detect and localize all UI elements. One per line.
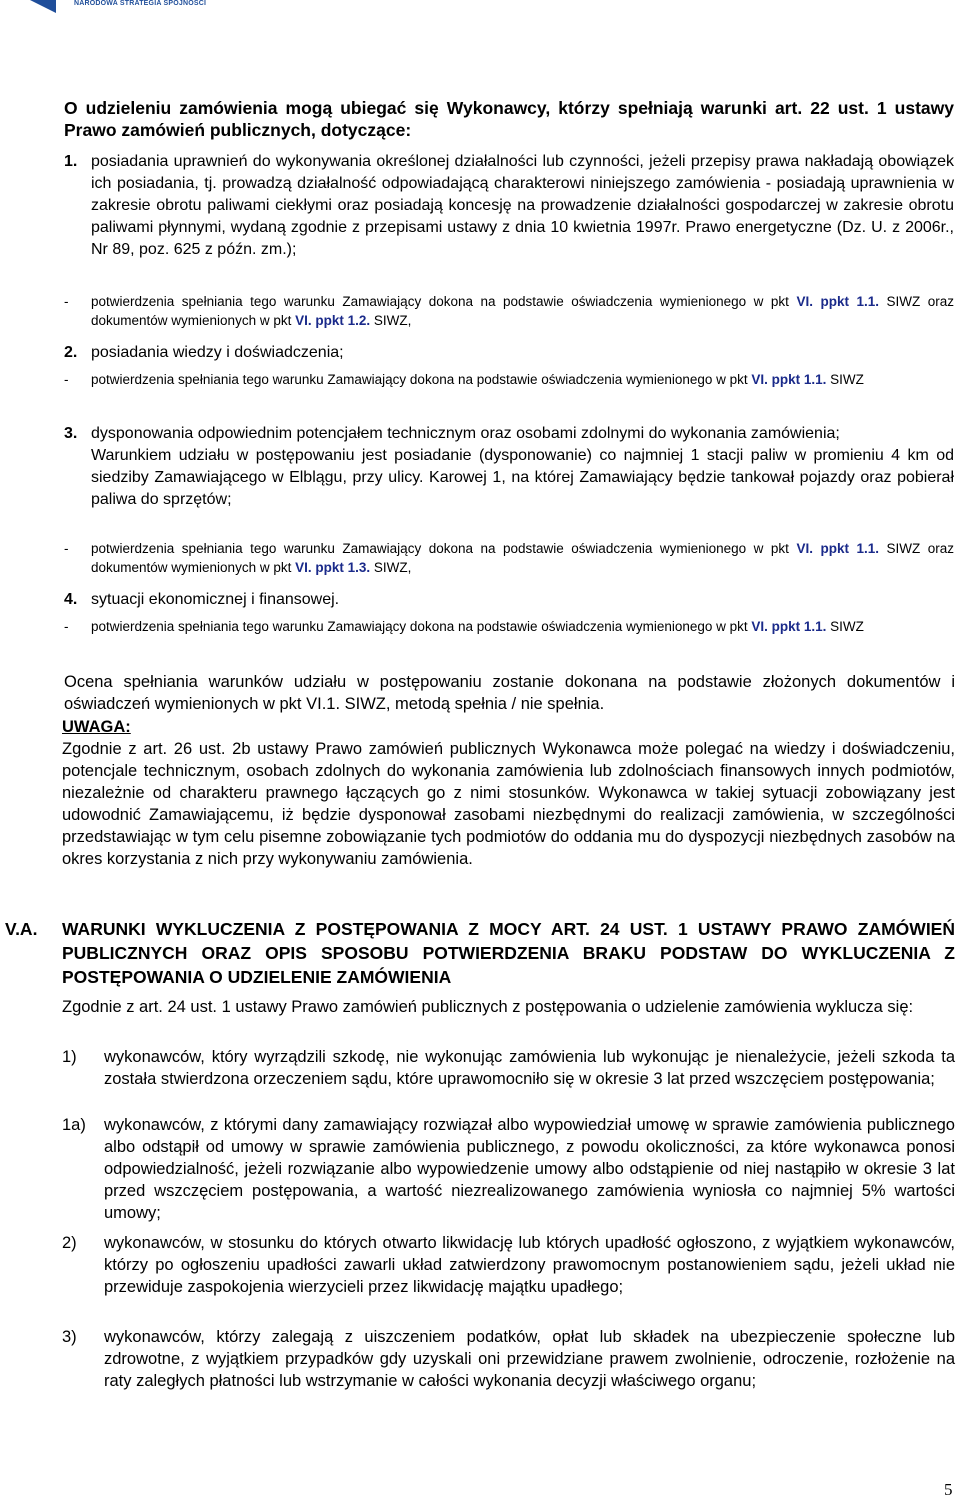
exclusion-label: 1a) — [62, 1116, 86, 1134]
exclusion-label: 1) — [62, 1048, 77, 1066]
section-intro: Zgodnie z art. 24 ust. 1 ustawy Prawo zamówień publicznych z postępowania o udzielenie zamówienia wyklucza się: — [62, 998, 914, 1016]
proof-ref: VI. ppkt 1.2. — [295, 313, 371, 328]
note-paragraph: Zgodnie z art. 26 ust. 2b ustawy Prawo zamówień publicznych Wykonawca może polegać na wiedzy i doświadczeniu, potencjale technicznym, osobach zdolnych do wykonania zamówienia lub zdolnościach finansowych innych podmiotów, niezależnie od charakteru prawnego łączących go z nimi stosunków. Wykonawca w takiej sytuacji zobowiązany jest udowodnić Zamawiającemu, iż będzie dysponował zasobami niezbędnymi do realizacji zamówienia, w szczególności przedstawiając w tym celu pisemne zobowiązanie tych podmiotów do oddania mu do dyspozycji niezbędnych zasobów na okres korzystania z nich przy wykonywaniu zamówienia. — [62, 740, 955, 868]
proof-tail: SIWZ — [826, 372, 864, 387]
condition-2-proof — [64, 370, 954, 389]
proof-text — [91, 539, 954, 577]
proof-ref: VI. ppkt 1.1. — [796, 541, 879, 556]
proof-lead: potwierdzenia spełniania tego warunku Zamawiający dokona na podstawie oświadczenia wymienionego w pkt — [91, 372, 752, 387]
condition-number: 4. — [64, 591, 78, 608]
section-title: WARUNKI WYKLUCZENIA Z POSTĘPOWANIA Z MOCY ART. 24 UST. 1 USTAWY PRAWO ZAMÓWIEŃ PUBLICZNYCH ORAZ OPIS SPOSOBU POTWIERDZENIA BRAKU PODSTAW DO WYKLUCZENIA Z POSTĘPOWANIA O UDZIELENIE ZAMÓWIENIA — [62, 919, 955, 987]
exclusion-text: wykonawców, który wyrządzili szkodę, nie wykonując zamówienia lub wykonując je nienależycie, jeżeli szkoda ta została stwierdzona orzeczeniem sądu, które uprawomocniło się w okresie 3 lat przed wszczęciem postępowania; — [104, 1048, 955, 1088]
assessment-paragraph: Ocena spełniania warunków udziału w postępowaniu zostanie dokonana na podstawie złożonych dokumentów i oświadczeń wymienionych w pkt VI.1. SIWZ, metodą spełnia / nie spełnia. — [64, 673, 955, 713]
exclusion-text: wykonawców, z którymi dany zamawiający rozwiązał albo wypowiedział umowę w sprawie zamówienia publicznego albo odstąpił od umowy w sprawie zamówienia publicznego, z powodu okoliczności, za które wykonawca ponosi odpowiedzialność, jeżeli rozwiązanie albo wypowiedzenie umowy albo odstąpienie od niej nastąpiło w okresie 3 lat przed wszczęciem postępowania, a wartość niezrealizowanego zamówienia wyniosła co najmniej 5% wartości umowy; — [104, 1116, 955, 1222]
exclusion-item — [62, 1046, 955, 1090]
dash-bullet: - — [64, 619, 69, 634]
proof-mid: SIWZ oraz dokumentów wymienionych w pkt — [91, 294, 954, 328]
condition-2 — [64, 342, 954, 364]
condition-text: posiadania wiedzy i doświadczenia; — [91, 344, 344, 361]
proof-mid: SIWZ oraz dokumentów wymienionych w pkt — [91, 541, 954, 575]
exclusion-label: 2) — [62, 1234, 77, 1252]
condition-number: 3. — [64, 425, 78, 442]
condition-extra-text: Warunkiem udziału w postępowaniu jest posiadanie (dysponowanie) co najmniej 1 stacji paliw w promieniu 4 km od siedziby Zamawiającego w Elblągu, przy ulicy. Karowej 1, na której Zamawiający będzie tankował pojazdy oraz pobierał paliwa do sprzętów; — [91, 447, 954, 508]
proof-tail: SIWZ, — [370, 313, 412, 328]
proof-ref: VI. ppkt 1.1. — [751, 619, 827, 634]
proof-ref: VI. ppkt 1.1. — [796, 294, 879, 309]
condition-text: sytuacji ekonomicznej i finansowej. — [91, 591, 340, 608]
proof-text — [91, 617, 954, 636]
condition-number: 2. — [64, 344, 78, 361]
exclusion-item — [62, 1114, 955, 1224]
condition-number: 1. — [64, 153, 78, 170]
condition-text: dysponowania odpowiednim potencjałem technicznym oraz osobami zdolnymi do wykonania zamówienia; — [91, 425, 840, 442]
intro-paragraph: O udzieleniu zamówienia mogą ubiegać się Wykonawcy, którzy spełniają warunki art. 22 ust. 1 ustawy Prawo zamówień publicznych, dotyczące: — [64, 98, 954, 140]
page-number: 5 — [944, 1480, 953, 1499]
dash-bullet: - — [64, 541, 69, 556]
exclusion-item — [62, 1326, 955, 1392]
exclusion-text: wykonawców, w stosunku do których otwarto likwidację lub których upadłość ogłoszono, z wyjątkiem wykonawców, którzy po ogłoszeniu upadłości zawarli układ zatwierdzony prawomocnym postanowieniem sądu, jeżeli układ nie przewiduje zaspokojenia wierzycieli przez likwidację majątku upadłego; — [104, 1234, 955, 1296]
proof-ref: VI. ppkt 1.1. — [751, 372, 827, 387]
condition-3 — [64, 423, 954, 511]
exclusion-label: 3) — [62, 1328, 77, 1346]
condition-3-proof — [64, 539, 954, 577]
proof-lead: potwierdzenia spełniania tego warunku Zamawiający dokona na podstawie oświadczenia wymienionego w pkt — [91, 294, 797, 309]
logo-text: NARODOWA STRATEGIA SPÓJNOŚCI — [74, 0, 207, 7]
logo-mark-icon — [30, 0, 56, 13]
proof-text — [91, 292, 954, 330]
proof-ref: VI. ppkt 1.3. — [295, 560, 371, 575]
proof-tail: SIWZ — [826, 619, 864, 634]
condition-4 — [64, 589, 954, 611]
condition-4-proof — [64, 617, 954, 636]
exclusion-item — [62, 1232, 955, 1298]
proof-text — [91, 370, 954, 389]
condition-text: posiadania uprawnień do wykonywania określonej działalności lub czynności, jeżeli przepisy prawa nakładają obowiązek ich posiadania, tj. prowadzą działalność odpowiadającą charakterowi niniejszego zamówienia - posiadają uprawnienia w zakresie obrotu paliwami ciekłymi oraz posiadają koncesję na prowadzenie działalności gospodarczej w zakresie obrotu paliwami płynnymi, wydaną zgodnie z przepisami ustawy z dnia 10 kwietnia 1997r. Prawo energetyczne (Dz. U. z 2006r., Nr 89, poz. 625 z późn. zm.); — [91, 153, 954, 258]
condition-1 — [64, 151, 954, 261]
dash-bullet: - — [64, 294, 69, 309]
note-label: UWAGA: — [62, 718, 131, 736]
condition-1-proof — [64, 292, 954, 330]
dash-bullet: - — [64, 372, 69, 387]
section-code: V.A. — [5, 919, 38, 939]
proof-lead: potwierdzenia spełniania tego warunku Zamawiający dokona na podstawie oświadczenia wymienionego w pkt — [91, 619, 752, 634]
proof-tail: SIWZ, — [370, 560, 412, 575]
header-logo — [30, 0, 230, 14]
exclusion-text: wykonawców, którzy zalegają z uiszczeniem podatków, opłat lub składek na ubezpieczenie społeczne lub zdrowotne, z wyjątkiem przypadków gdy uzyskali oni przewidziane prawem zwolnienie, odroczenie, rozłożenie na raty zaległych płatności lub wstrzymanie w całości wykonania decyzji właściwego organu; — [104, 1328, 955, 1390]
proof-lead: potwierdzenia spełniania tego warunku Zamawiający dokona na podstawie oświadczenia wymienionego w pkt — [91, 541, 797, 556]
